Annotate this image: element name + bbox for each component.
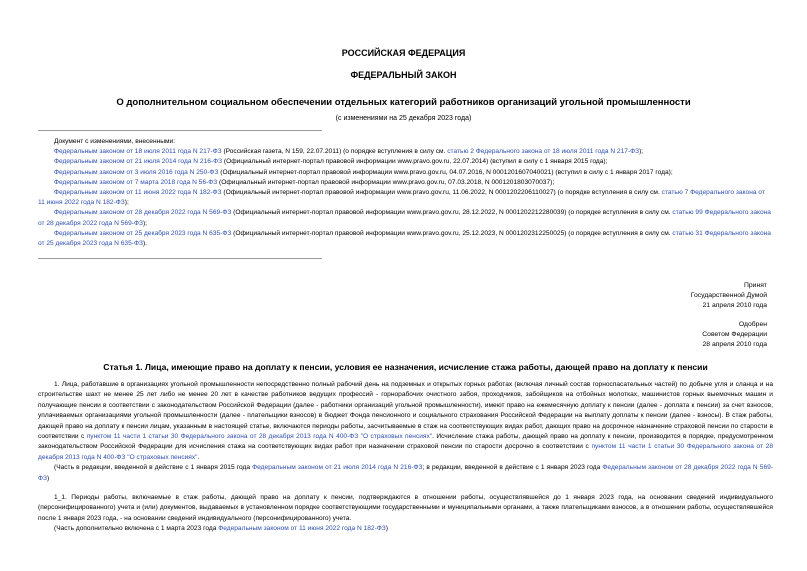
- article-body: [38, 380, 773, 535]
- changes-intro: Документ с изменениями, внесенными:: [54, 138, 176, 145]
- amendment-note: (Часть в редакции, введенной в действие с 1 января 2015 года Федеральным законом от 21 июля 2014 года N 216-ФЗ; в редакции, введенной в действие с 1 января 2023 года Федеральным законом от 28 декабря 2022 года N 569-ФЗ): [38, 464, 773, 482]
- law-link[interactable]: пунктом 11 части 1 статьи 30 Федерального закона от 28 декабря 2013 года N 400-ФЗ "О страховых пенсиях": [86, 433, 433, 441]
- change-item: Федеральным законом от 25 декабря 2023 года N 635-ФЗ (Официальный интернет-портал правовой информации www.pravo.gov.ru, 25.12.2023, N 0001202312250025) (о порядке вступления в силу см. статью 31 Федерального закона от 25 декабря 2023 года N 635-ФЗ).: [38, 229, 771, 248]
- change-link[interactable]: Федеральным законом от 7 марта 2018 года N 56-ФЗ: [54, 178, 218, 186]
- law-link[interactable]: пунктом 11 части 1 статьи 30 Федерального закона от 28 декабря 2013 года N 400-ФЗ "О страховых пенсиях": [38, 443, 773, 461]
- article-heading: Статья 1. Лица, имеющие право на доплату к пенсии, условия ее назначения, исчисление стажа работы, дающей право на доплату к пенсии: [103, 362, 708, 372]
- paragraph-1-1: 1_1. Периоды работы, включаемые в стаж работы, дающей право на доплату к пенсии, подтверждаются в отношении работы, осуществлявшейся до 1 января 2023 года, на основании сведений индивидуального (персонифицированного) учета и (или) документов, выдаваемых в установленном порядке соответствующими государственными и муниципальными органами, а также плательщиками взносов, а в отношении работы, осуществлявшейся после 1 января 2023 года, - на основании сведений индивидуального (персонифицированного) учета.: [38, 494, 773, 522]
- change-link-secondary[interactable]: статью 2 Федерального закона от 18 июля 2011 года N 217-ФЗ: [447, 148, 640, 156]
- law-type-heading: ФЕДЕРАЛЬНЫЙ ЗАКОН: [350, 70, 457, 80]
- paragraph-1: 1. Лица, работавшие в организациях угольной промышленности непосредственно полный рабочий день на подземных и открытых горных работах (включая личный состав горноспасательных частей) по добыче угля и сланца и на строительстве шахт не менее 25 лет либо не менее 20 лет в качестве работников ведущих профессий - горнорабочих очистного забоя, проходчиков, забойщиков на отбойных молотках, машинистов горных выемочных машин и получающие пенсии в соответствии с законодательством Российской Федерации (далее - работники организаций угольной промышленности), имеют право на ежемесячную доплату к пенсии (далее - доплата к пенсии) за счет взносов, уплачиваемых организациями угольной промышленности (далее - плательщики взносов) в бюджет Фонда пенсионного и социального страхования Российской Федерации на выплату доплаты к пенсии (далее - взносы). В стаж работы, дающей право на доплату к пенсии лицам, указанным в настоящей статье, включаются периоды работы, засчитываемые в стаж на соответствующих видах работ, дающих право на досрочное назначение страховой пенсии по старости в соответствии с пунктом 11 части 1 статьи 30 Федерального закона от 28 декабря 2013 года N 400-ФЗ "О страховых пенсиях". Исчисление стажа работы, дающей право на доплату к пенсии, производится в порядке, предусмотренном законодательством Российской Федерации для исчисления стажа на соответствующих видах работ при назначении страховой пенсии по старости досрочно в соответствии с пунктом 11 части 1 статьи 30 Федерального закона от 28 декабря 2013 года N 400-ФЗ "О страховых пенсиях".: [38, 381, 773, 461]
- change-link[interactable]: Федеральным законом от 3 июля 2016 года N 250-ФЗ: [54, 168, 219, 176]
- change-item: Федеральным законом от 3 июля 2016 года N 250-ФЗ (Официальный интернет-портал правовой информации www.pravo.gov.ru, 04.07.2016, N 0001201607040021) (вступил в силу с 1 января 2017 года);: [54, 168, 673, 176]
- amendment-note: (Часть дополнительно включена с 1 марта 2023 года Федеральным законом от 11 июня 2022 года N 182-ФЗ): [54, 525, 388, 533]
- change-item: Федеральным законом от 28 декабря 2022 года N 569-ФЗ (Официальный интернет-портал правовой информации www.pravo.gov.ru, 28.12.2022, N 0001202212280039) (о порядке вступления в силу см. статью 99 Федерального закона от 28 декабря 2022 года N 569-ФЗ);: [38, 209, 771, 227]
- change-item: Федеральным законом от 11 июня 2022 года N 182-ФЗ (Официальный интернет-портал правовой информации www.pravo.gov.ru, 11.06.2022, N 0001202206110027) (о порядке вступления в силу см. статью 7 Федерального закона от 11 июня 2022 года N 182-ФЗ);: [38, 189, 765, 207]
- change-link[interactable]: Федеральным законом от 21 июля 2014 года N 216-ФЗ: [54, 158, 223, 166]
- change-item: Федеральным законом от 18 июля 2011 года N 217-ФЗ (Российская газета, N 159, 22.07.2011) (о порядке вступления в силу см. статью 2 Федерального закона от 18 июля 2011 года N 217-ФЗ);: [54, 148, 644, 156]
- bottom-divider: [38, 258, 322, 259]
- law-link[interactable]: Федеральным законом от 21 июля 2014 года N 216-ФЗ: [252, 464, 423, 472]
- duma-adoption: Принят Государственной Думой 21 апреля 2010 года: [690, 282, 767, 310]
- change-link-secondary[interactable]: статью 7 Федерального закона от 11 июня 2022 года N 182-ФЗ: [38, 189, 765, 207]
- law-link[interactable]: Федеральным законом от 11 июня 2022 года N 182-ФЗ: [218, 525, 386, 533]
- change-link[interactable]: Федеральным законом от 11 июня 2022 года N 182-ФЗ: [54, 189, 222, 197]
- top-divider: [38, 130, 322, 131]
- changes-list: [38, 137, 773, 249]
- change-link[interactable]: Федеральным законом от 18 июля 2011 года N 217-ФЗ: [54, 148, 222, 156]
- change-item: Федеральным законом от 21 июля 2014 года N 216-ФЗ (Официальный интернет-портал правовой информации www.pravo.gov.ru, 22.07.2014) (вступил в силу с 1 января 2015 года);: [54, 158, 608, 166]
- revision-note: (с изменениями на 25 декабря 2023 года): [335, 115, 472, 122]
- change-link[interactable]: Федеральным законом от 25 декабря 2023 года N 635-ФЗ: [54, 229, 232, 237]
- country-heading: РОССИЙСКАЯ ФЕДЕРАЦИЯ: [341, 48, 466, 58]
- law-link[interactable]: Федеральным законом от 28 декабря 2022 года N 569-ФЗ: [38, 464, 773, 482]
- change-item: Федеральным законом от 7 марта 2018 года N 56-ФЗ (Официальный интернет-портал правовой информации www.pravo.gov.ru, 07.03.2018, N 0001201803070037);: [54, 178, 555, 186]
- change-link-secondary[interactable]: статью 31 Федерального закона от 25 декабря 2023 года N 635-ФЗ: [38, 229, 771, 248]
- document-title: О дополнительном социальном обеспечении отдельных категорий работников организаций угольной промышленности: [116, 97, 691, 108]
- change-link[interactable]: Федеральным законом от 28 декабря 2022 года N 569-ФЗ: [54, 209, 232, 217]
- council-approval: Одобрен Советом Федерации 28 апреля 2010 года: [702, 321, 767, 349]
- change-link-secondary[interactable]: статью 99 Федерального закона от 28 декабря 2022 года N 569-ФЗ: [38, 209, 771, 227]
